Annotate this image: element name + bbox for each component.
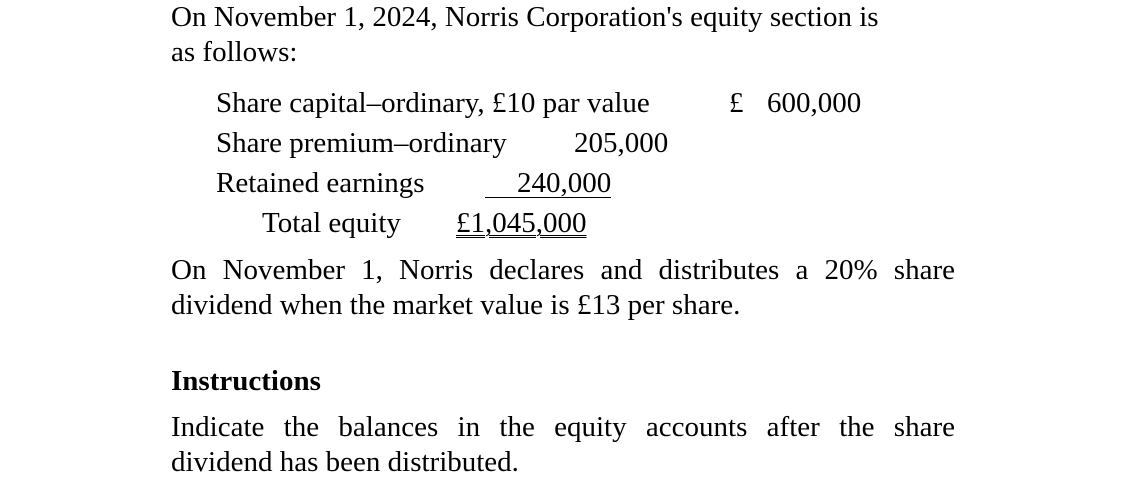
intro-line-2: as follows: — [171, 36, 298, 68]
equity-row-label: Share capital–ordinary, £10 par value — [216, 87, 650, 119]
equity-row-label: Share premium–ordinary — [216, 127, 507, 159]
equity-row-label: Total equity — [262, 207, 401, 239]
equity-row-total-value: £1,045,000 — [456, 207, 587, 239]
event-line-2: dividend when the market value is £13 per share. — [171, 289, 741, 321]
equity-row-label: Retained earnings — [216, 167, 425, 199]
instructions-line-2: dividend has been distributed. — [171, 446, 519, 478]
currency-symbol: £ — [729, 87, 744, 119]
event-paragraph — [171, 253, 955, 323]
equity-row-value: 240,000 — [485, 169, 611, 198]
instructions-paragraph — [171, 410, 955, 480]
event-line-1: On November 1, Norris declares and distributes a 20% share — [171, 254, 955, 286]
intro-line-1: On November 1, 2024, Norris Corporation's equity section is — [171, 1, 879, 33]
instructions-heading: Instructions — [171, 365, 321, 397]
equity-row-value-underlined — [485, 166, 611, 200]
equity-row-value: 205,000 — [574, 127, 669, 159]
intro-paragraph — [171, 0, 955, 70]
equity-row-value: 600,000 — [767, 87, 862, 119]
instructions-line-1: Indicate the balances in the equity accounts after the share — [171, 411, 955, 443]
